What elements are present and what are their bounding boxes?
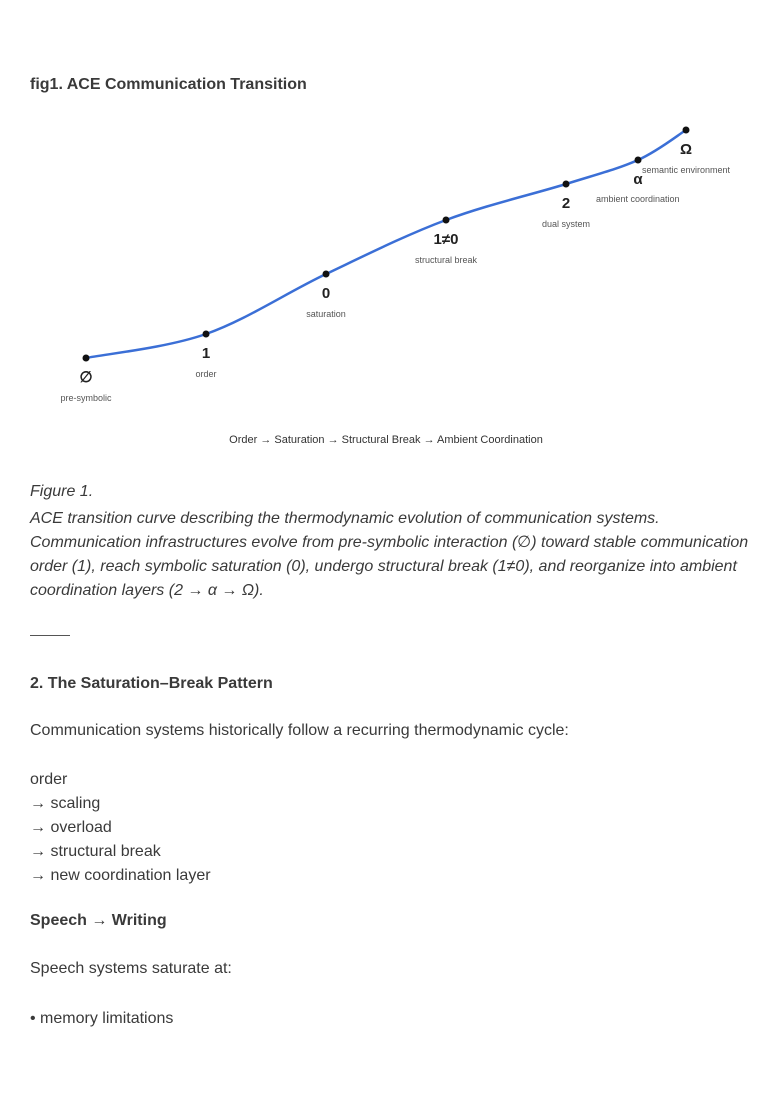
cycle-step: → new coordination layer [30, 867, 211, 884]
stage-symbol: 0 [321, 285, 331, 302]
stage-label: ambient coordination [596, 194, 680, 204]
stage-point [563, 181, 570, 188]
cycle-step: → scaling [30, 795, 101, 812]
section-divider [30, 635, 70, 636]
stage-point [683, 127, 690, 134]
stage-symbol: ∅ [79, 369, 93, 386]
stage-label: saturation [306, 309, 346, 319]
stage-point [323, 271, 330, 278]
figure-title: fig1. ACE Communication Transition [30, 76, 307, 93]
stage-symbol: 2 [561, 195, 571, 212]
stage-label: pre-symbolic [60, 393, 112, 403]
ace-transition-chart [0, 110, 774, 455]
stage-symbol: Ω [679, 141, 693, 158]
stage-point [83, 355, 90, 362]
stage-point [203, 331, 210, 338]
x-axis-label: Order → Saturation → Structural Break → Ambient Coordination [229, 434, 543, 446]
caption-text: ACE transition curve describing the thermodynamic evolution of communication systems. Communication infrastructures evolve from pre-symbolic interaction (∅) toward stable communication order (1), reach symbolic saturation (0), undergo structural break (1≠0), and reorganize into ambient coordination layers (2 → α → Ω). [30, 510, 749, 599]
cycle-step: → overload [30, 819, 112, 836]
stage-symbol: 1≠0 [433, 231, 459, 248]
cycle-step: → structural break [30, 843, 161, 860]
bullet-item: • memory limitations [30, 1010, 174, 1027]
stage-points [60, 127, 730, 404]
bullet-list [30, 1007, 173, 1031]
transition-curve [86, 130, 686, 358]
section-intro: Communication systems historically follow a recurring thermodynamic cycle: [30, 722, 569, 739]
stage-point [443, 217, 450, 224]
cycle-step: order [30, 771, 68, 788]
stage-label: semantic environment [642, 165, 731, 175]
stage-point [635, 157, 642, 164]
stage-label: structural break [414, 255, 478, 265]
sub-intro: Speech systems saturate at: [30, 960, 232, 977]
stage-symbol: 1 [201, 345, 211, 362]
cycle-list [30, 768, 211, 888]
stage-label: dual system [541, 219, 591, 229]
stage-symbol: α [633, 171, 643, 188]
caption-label: Figure 1. [30, 483, 94, 500]
subheading-speech-writing: Speech → Writing [30, 912, 167, 929]
section-heading: 2. The Saturation–Break Pattern [30, 675, 273, 692]
stage-label: order [195, 369, 217, 379]
